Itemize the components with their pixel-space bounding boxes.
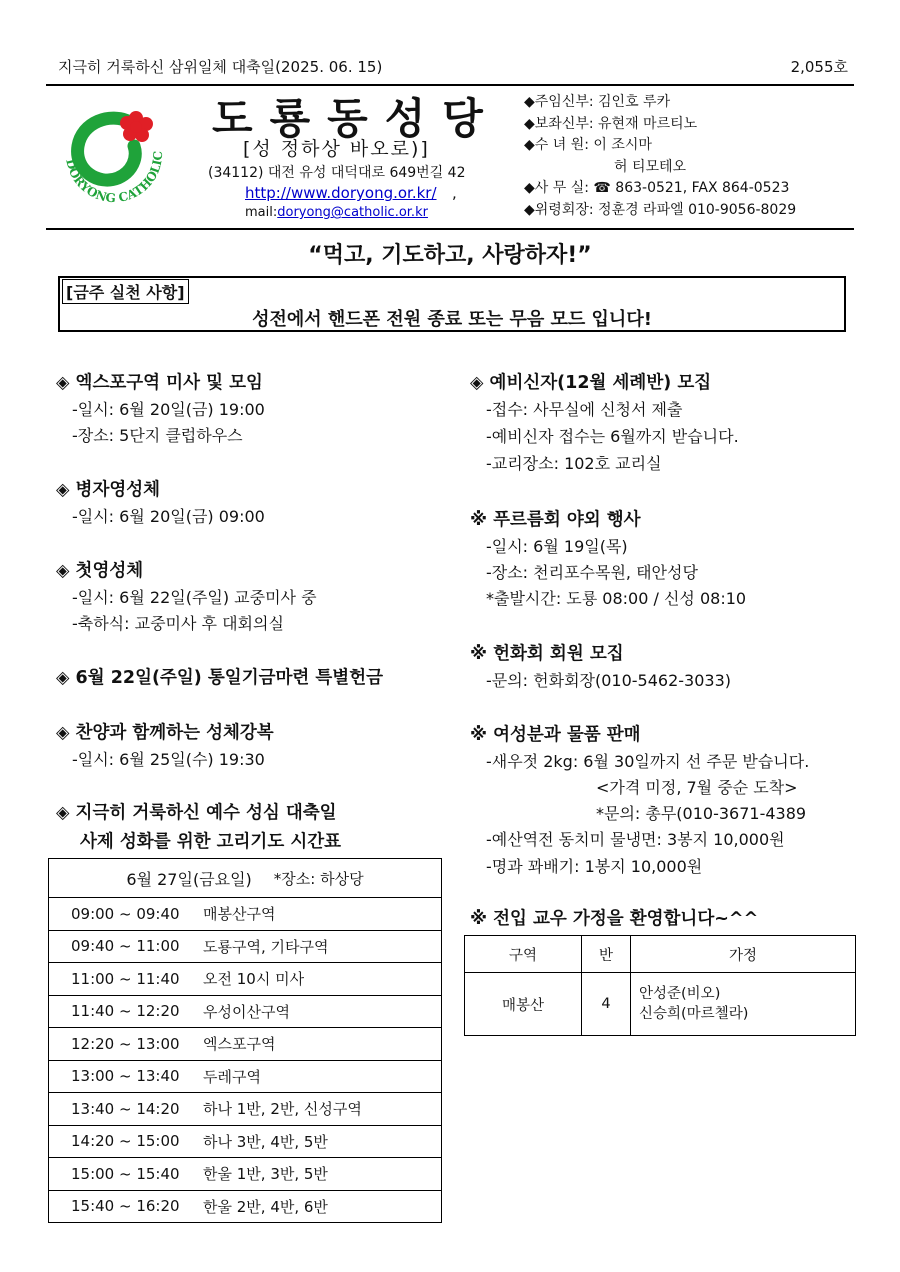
prayer-schedule-table bbox=[48, 858, 442, 1223]
row-group: 하나 1반, 2반, 신성구역 bbox=[203, 1100, 362, 1119]
row-time: 11:00 ~ 11:40 bbox=[71, 969, 180, 988]
staff-sisters: ◆수 녀 원: 이 조시마 bbox=[524, 137, 652, 153]
welcome-title: ※ 전입 교우 가정을 환영합니다~^^ bbox=[470, 909, 759, 929]
schedule-place: *장소: 하상당 bbox=[273, 869, 364, 888]
sale-line: -예산역전 동치미 물냉면: 3봉지 10,000원 bbox=[486, 830, 785, 849]
sacred-heart-subtitle: 사제 성화를 위한 고리기도 시간표 bbox=[80, 832, 342, 852]
schedule-header bbox=[49, 859, 441, 898]
sale-line: *문의: 총무(010-3671-4389 bbox=[596, 804, 807, 823]
row-group: 두레구역 bbox=[203, 1067, 261, 1086]
family-member: 신승희(마르첼라) bbox=[639, 1006, 749, 1022]
row-group: 도룡구역, 기타구역 bbox=[203, 937, 329, 956]
flower-club-line: -문의: 헌화회장(010-5462-3033) bbox=[486, 671, 731, 690]
youth-event-line: *출발시간: 도룡 08:00 / 신성 08:10 bbox=[486, 589, 747, 608]
staff-list bbox=[524, 92, 796, 221]
sick-title: ◈ 병자영성체 bbox=[56, 480, 161, 500]
row-group: 오전 10시 미사 bbox=[203, 970, 305, 989]
row-time: 13:00 ~ 13:40 bbox=[71, 1067, 180, 1086]
row-time: 11:40 ~ 12:20 bbox=[71, 1002, 180, 1021]
table-row bbox=[49, 1061, 441, 1094]
staff-office: ◆사 무 실: ☎ 863-0521, FAX 864-0523 bbox=[524, 180, 790, 196]
row-group: 하나 3반, 4반, 5반 bbox=[203, 1132, 328, 1151]
email-label: mail: bbox=[245, 205, 278, 220]
youth-event-line: -장소: 천리포수목원, 태안성당 bbox=[486, 563, 698, 582]
cell-district: 매봉산 bbox=[465, 973, 582, 1036]
cell-family bbox=[631, 973, 856, 1036]
website-link[interactable]: http://www.doryong.or.kr/ bbox=[245, 184, 437, 202]
table-row bbox=[49, 963, 441, 996]
staff-memorial: ◆위령회장: 정훈경 라파엘 010-9056-8029 bbox=[524, 201, 797, 218]
practice-text: 성전에서 핸드폰 전원 종료 또는 무음 모드 입니다! bbox=[252, 309, 652, 330]
motto: “먹고, 기도하고, 사랑하자!” bbox=[308, 243, 592, 268]
youth-event-title: ※ 푸르름회 야외 행사 bbox=[470, 510, 641, 530]
table-header-row bbox=[465, 936, 856, 973]
parish-logo bbox=[52, 98, 176, 216]
row-time: 12:20 ~ 13:00 bbox=[71, 1034, 180, 1053]
row-time: 13:40 ~ 14:20 bbox=[71, 1099, 180, 1118]
staff-pastor: ◆주임신부: 김인호 루카 bbox=[524, 94, 671, 110]
table-row bbox=[49, 996, 441, 1029]
sale-line: <가격 미정, 7월 중순 도착> bbox=[596, 778, 798, 797]
staff-sisters-2: 허 티모테오 bbox=[614, 158, 687, 175]
col-ban: 반 bbox=[582, 936, 631, 973]
row-group: 한울 1반, 3반, 5반 bbox=[203, 1165, 328, 1184]
sacred-heart-title: ◈ 지극히 거룩하신 예수 성심 대축일 bbox=[56, 803, 337, 823]
expo-line: -일시: 6월 20일(금) 19:00 bbox=[72, 400, 265, 419]
catechumen-title: ◈ 예비신자(12월 세례반) 모집 bbox=[470, 373, 712, 393]
youth-event-line: -일시: 6월 19일(목) bbox=[486, 537, 628, 556]
row-time: 15:40 ~ 16:20 bbox=[71, 1197, 180, 1216]
family-member: 안성준(비오) bbox=[639, 986, 721, 1002]
sale-title: ※ 여성분과 물품 판매 bbox=[470, 725, 641, 745]
cell-ban: 4 bbox=[582, 973, 631, 1036]
row-time: 14:20 ~ 15:00 bbox=[71, 1132, 180, 1151]
col-family: 가정 bbox=[631, 936, 856, 973]
col-district: 구역 bbox=[465, 936, 582, 973]
issue-number: 2,055호 bbox=[790, 58, 848, 76]
catechumen-line: -접수: 사무실에 신청서 제출 bbox=[486, 400, 683, 419]
table-row bbox=[465, 973, 856, 1036]
table-row bbox=[49, 1126, 441, 1159]
expo-line: -장소: 5단지 클럽하우스 bbox=[72, 426, 243, 445]
row-time: 15:00 ~ 15:40 bbox=[71, 1164, 180, 1183]
table-row bbox=[49, 1028, 441, 1061]
first-communion-line: -축하식: 교중미사 후 대회의실 bbox=[72, 614, 284, 633]
expo-title: ◈ 엑스포구역 미사 및 모임 bbox=[56, 373, 263, 393]
table-row bbox=[49, 1093, 441, 1126]
unification-title: ◈ 6월 22일(주일) 통일기금마련 특별헌금 bbox=[56, 668, 384, 688]
website-suffix: , bbox=[452, 184, 457, 202]
feast-line: 지극히 거룩하신 삼위일체 대축일(2025. 06. 15) bbox=[58, 58, 383, 76]
sick-line: -일시: 6월 20일(금) 09:00 bbox=[72, 507, 265, 526]
patron-saint: [성 정하상 바오로)] bbox=[243, 138, 430, 160]
row-group: 한울 2반, 4반, 6반 bbox=[203, 1197, 328, 1216]
email-line bbox=[245, 205, 428, 220]
first-communion-title: ◈ 첫영성체 bbox=[56, 561, 144, 581]
email-link[interactable]: doryong@catholic.or.kr bbox=[277, 205, 428, 220]
row-group: 매봉산구역 bbox=[203, 905, 276, 924]
table-row bbox=[49, 1191, 441, 1223]
staff-assistant: ◆보좌신부: 유현재 마르티노 bbox=[524, 115, 698, 132]
praise-title: ◈ 찬양과 함께하는 성체강복 bbox=[56, 723, 274, 743]
row-group: 우성이산구역 bbox=[203, 1002, 290, 1021]
table-row bbox=[49, 931, 441, 964]
table-row bbox=[49, 1158, 441, 1191]
address: (34112) 대전 유성 대덕대로 649번길 42 bbox=[208, 165, 466, 181]
practice-tag: [금주 실천 사항] bbox=[62, 279, 189, 304]
catechumen-line: -교리장소: 102호 교리실 bbox=[486, 454, 662, 473]
catechumen-line: -예비신자 접수는 6월까지 받습니다. bbox=[486, 427, 739, 446]
row-time: 09:40 ~ 11:00 bbox=[71, 937, 180, 956]
logo-icon bbox=[52, 98, 176, 216]
parish-name: 도룡동성당 bbox=[212, 94, 500, 143]
sale-line: -명과 꽈배기: 1봉지 10,000원 bbox=[486, 857, 703, 876]
divider bbox=[46, 228, 854, 230]
sale-line: -새우젓 2kg: 6월 30일까지 선 주문 받습니다. bbox=[486, 752, 810, 771]
table-row bbox=[49, 898, 441, 931]
praise-line: -일시: 6월 25일(수) 19:30 bbox=[72, 750, 265, 769]
logo-text: DORYONG CATHOLIC bbox=[63, 150, 166, 206]
welcome-table bbox=[464, 935, 856, 1036]
flower-club-title: ※ 헌화회 회원 모집 bbox=[470, 644, 624, 664]
row-time: 09:00 ~ 09:40 bbox=[71, 904, 180, 923]
first-communion-line: -일시: 6월 22일(주일) 교중미사 중 bbox=[72, 588, 317, 607]
row-group: 엑스포구역 bbox=[203, 1035, 276, 1054]
schedule-date: 6월 27일(금요일) bbox=[126, 869, 252, 889]
